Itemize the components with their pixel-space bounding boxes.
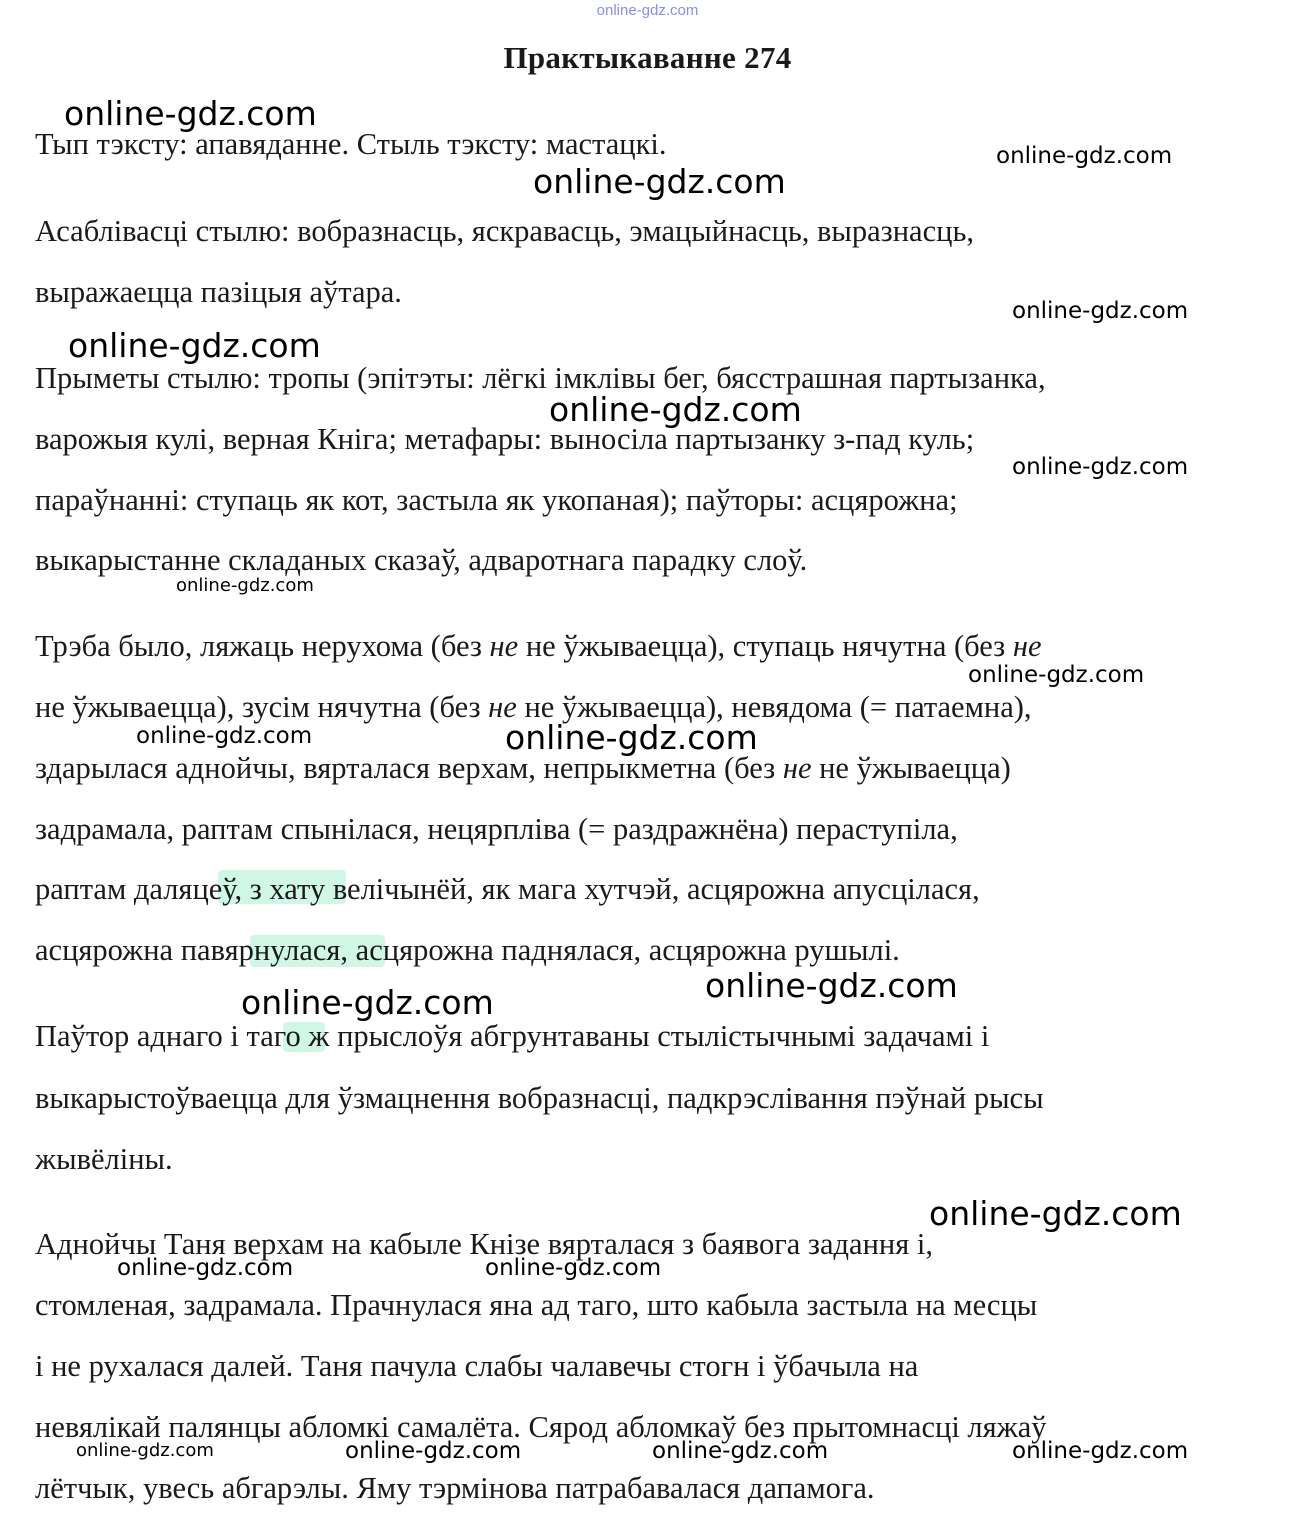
- watermark: online-gdz.com: [996, 143, 1173, 169]
- text-segment: не ўжываецца), невядома (= патаемна),: [516, 690, 1032, 724]
- text-line: стомленая, задрамала. Прачнулася яна ад таго, што кабыла застыла на месцы: [35, 1288, 1038, 1322]
- text-line: Аднойчы Таня верхам на кабыле Кнізе вярталася з баявога задання і,: [35, 1227, 933, 1261]
- italic-word: не: [1012, 629, 1042, 663]
- page-title: Практыкаванне 274: [503, 40, 792, 75]
- watermark: online-gdz.com: [76, 1440, 214, 1461]
- watermark: online-gdz.com: [968, 662, 1145, 688]
- text-line: выкарыстоўваецца для ўзмацнення вобразнасці, падкрэслівання пэўнай рысы: [35, 1081, 1044, 1115]
- text-line: раптам даляцеў, з хату велічынёй, як мага хутчэй, асцярожна апусцілася,: [35, 872, 980, 906]
- watermark: online-gdz.com: [485, 1255, 662, 1281]
- watermark: online-gdz.com: [117, 1255, 294, 1281]
- watermark: online-gdz.com: [505, 718, 758, 757]
- text-line: Прыметы стылю: тропы (эпітэты: лёгкі імклівы бег, бясстрашная партызанка,: [35, 361, 1046, 395]
- text-line: невялікай палянцы абломкі самалёта. Сярод абломкаў без прытомнасці ляжаў: [35, 1410, 1047, 1444]
- watermark: online-gdz.com: [176, 575, 314, 596]
- text-line: выкарыстанне складаных сказаў, адваротнага парадку слоў.: [35, 543, 808, 577]
- text-line: задрамала, раптам спынілася, нецярпліва (= раздражнёна) пераступіла,: [35, 812, 958, 846]
- text-segment: Трэба было, ляжаць нерухома (без: [35, 629, 490, 663]
- text-segment: не ўжываецца), зусім нячутна (без: [35, 690, 489, 724]
- watermark: online-gdz.com: [1012, 454, 1189, 480]
- watermark: online-gdz.com: [1012, 1438, 1189, 1464]
- text-line: Паўтор аднаго і таго ж прыслоўя абгрунтаваны стылістычнымі задачамі і: [35, 1019, 990, 1053]
- text-line: жывёліны.: [35, 1142, 173, 1176]
- text-line: асцярожна павярнулася, асцярожна паднялася, асцярожна рушылі.: [35, 933, 900, 967]
- text-line: [35, 628, 1042, 664]
- watermark: online-gdz.com: [1012, 298, 1189, 324]
- watermark: online-gdz.com: [136, 723, 313, 749]
- watermark: online-gdz.com: [533, 162, 786, 201]
- italic-word: не: [489, 629, 519, 663]
- watermark: online-gdz.com: [68, 326, 321, 365]
- text-line: выражаецца пазіцыя аўтара.: [35, 275, 402, 309]
- watermark: online-gdz.com: [705, 966, 958, 1005]
- text-line: лётчык, увесь абгарэлы. Яму тэрмінова патрабавалася дапамога.: [35, 1471, 875, 1505]
- text-line: варожыя кулі, верная Кніга; метафары: выносіла партызанку з-пад куль;: [35, 422, 975, 456]
- watermark: online-gdz.com: [929, 1194, 1182, 1233]
- watermark: online-gdz.com: [549, 390, 802, 429]
- watermark: online-gdz.com: [652, 1438, 829, 1464]
- text-segment: не ўжываецца): [811, 751, 1011, 785]
- text-line: параўнанні: ступаць як кот, застыла як укопаная); паўторы: асцярожна;: [35, 483, 958, 517]
- text-segment: здарылася аднойчы, вярталася верхам, непрыкметна (без: [35, 751, 783, 785]
- text-line: Асаблівасці стылю: вобразнасць, яскравасць, эмацыйнасць, выразнасць,: [35, 214, 974, 248]
- watermark: online-gdz.com: [241, 983, 494, 1022]
- italic-word: не: [488, 690, 517, 724]
- text-line: Тып тэксту: апавяданне. Стыль тэксту: мастацкі.: [35, 127, 667, 161]
- text-line: і не рухалася далей. Таня пачула слабы чалавечы стогн і ўбачыла на: [35, 1349, 919, 1383]
- watermark: online-gdz.com: [345, 1438, 522, 1464]
- top-watermark: online-gdz.com: [596, 2, 699, 19]
- text-segment: не ўжываецца), ступаць нячутна (без: [518, 629, 1013, 663]
- watermark: online-gdz.com: [64, 94, 317, 133]
- italic-word: не: [782, 751, 812, 785]
